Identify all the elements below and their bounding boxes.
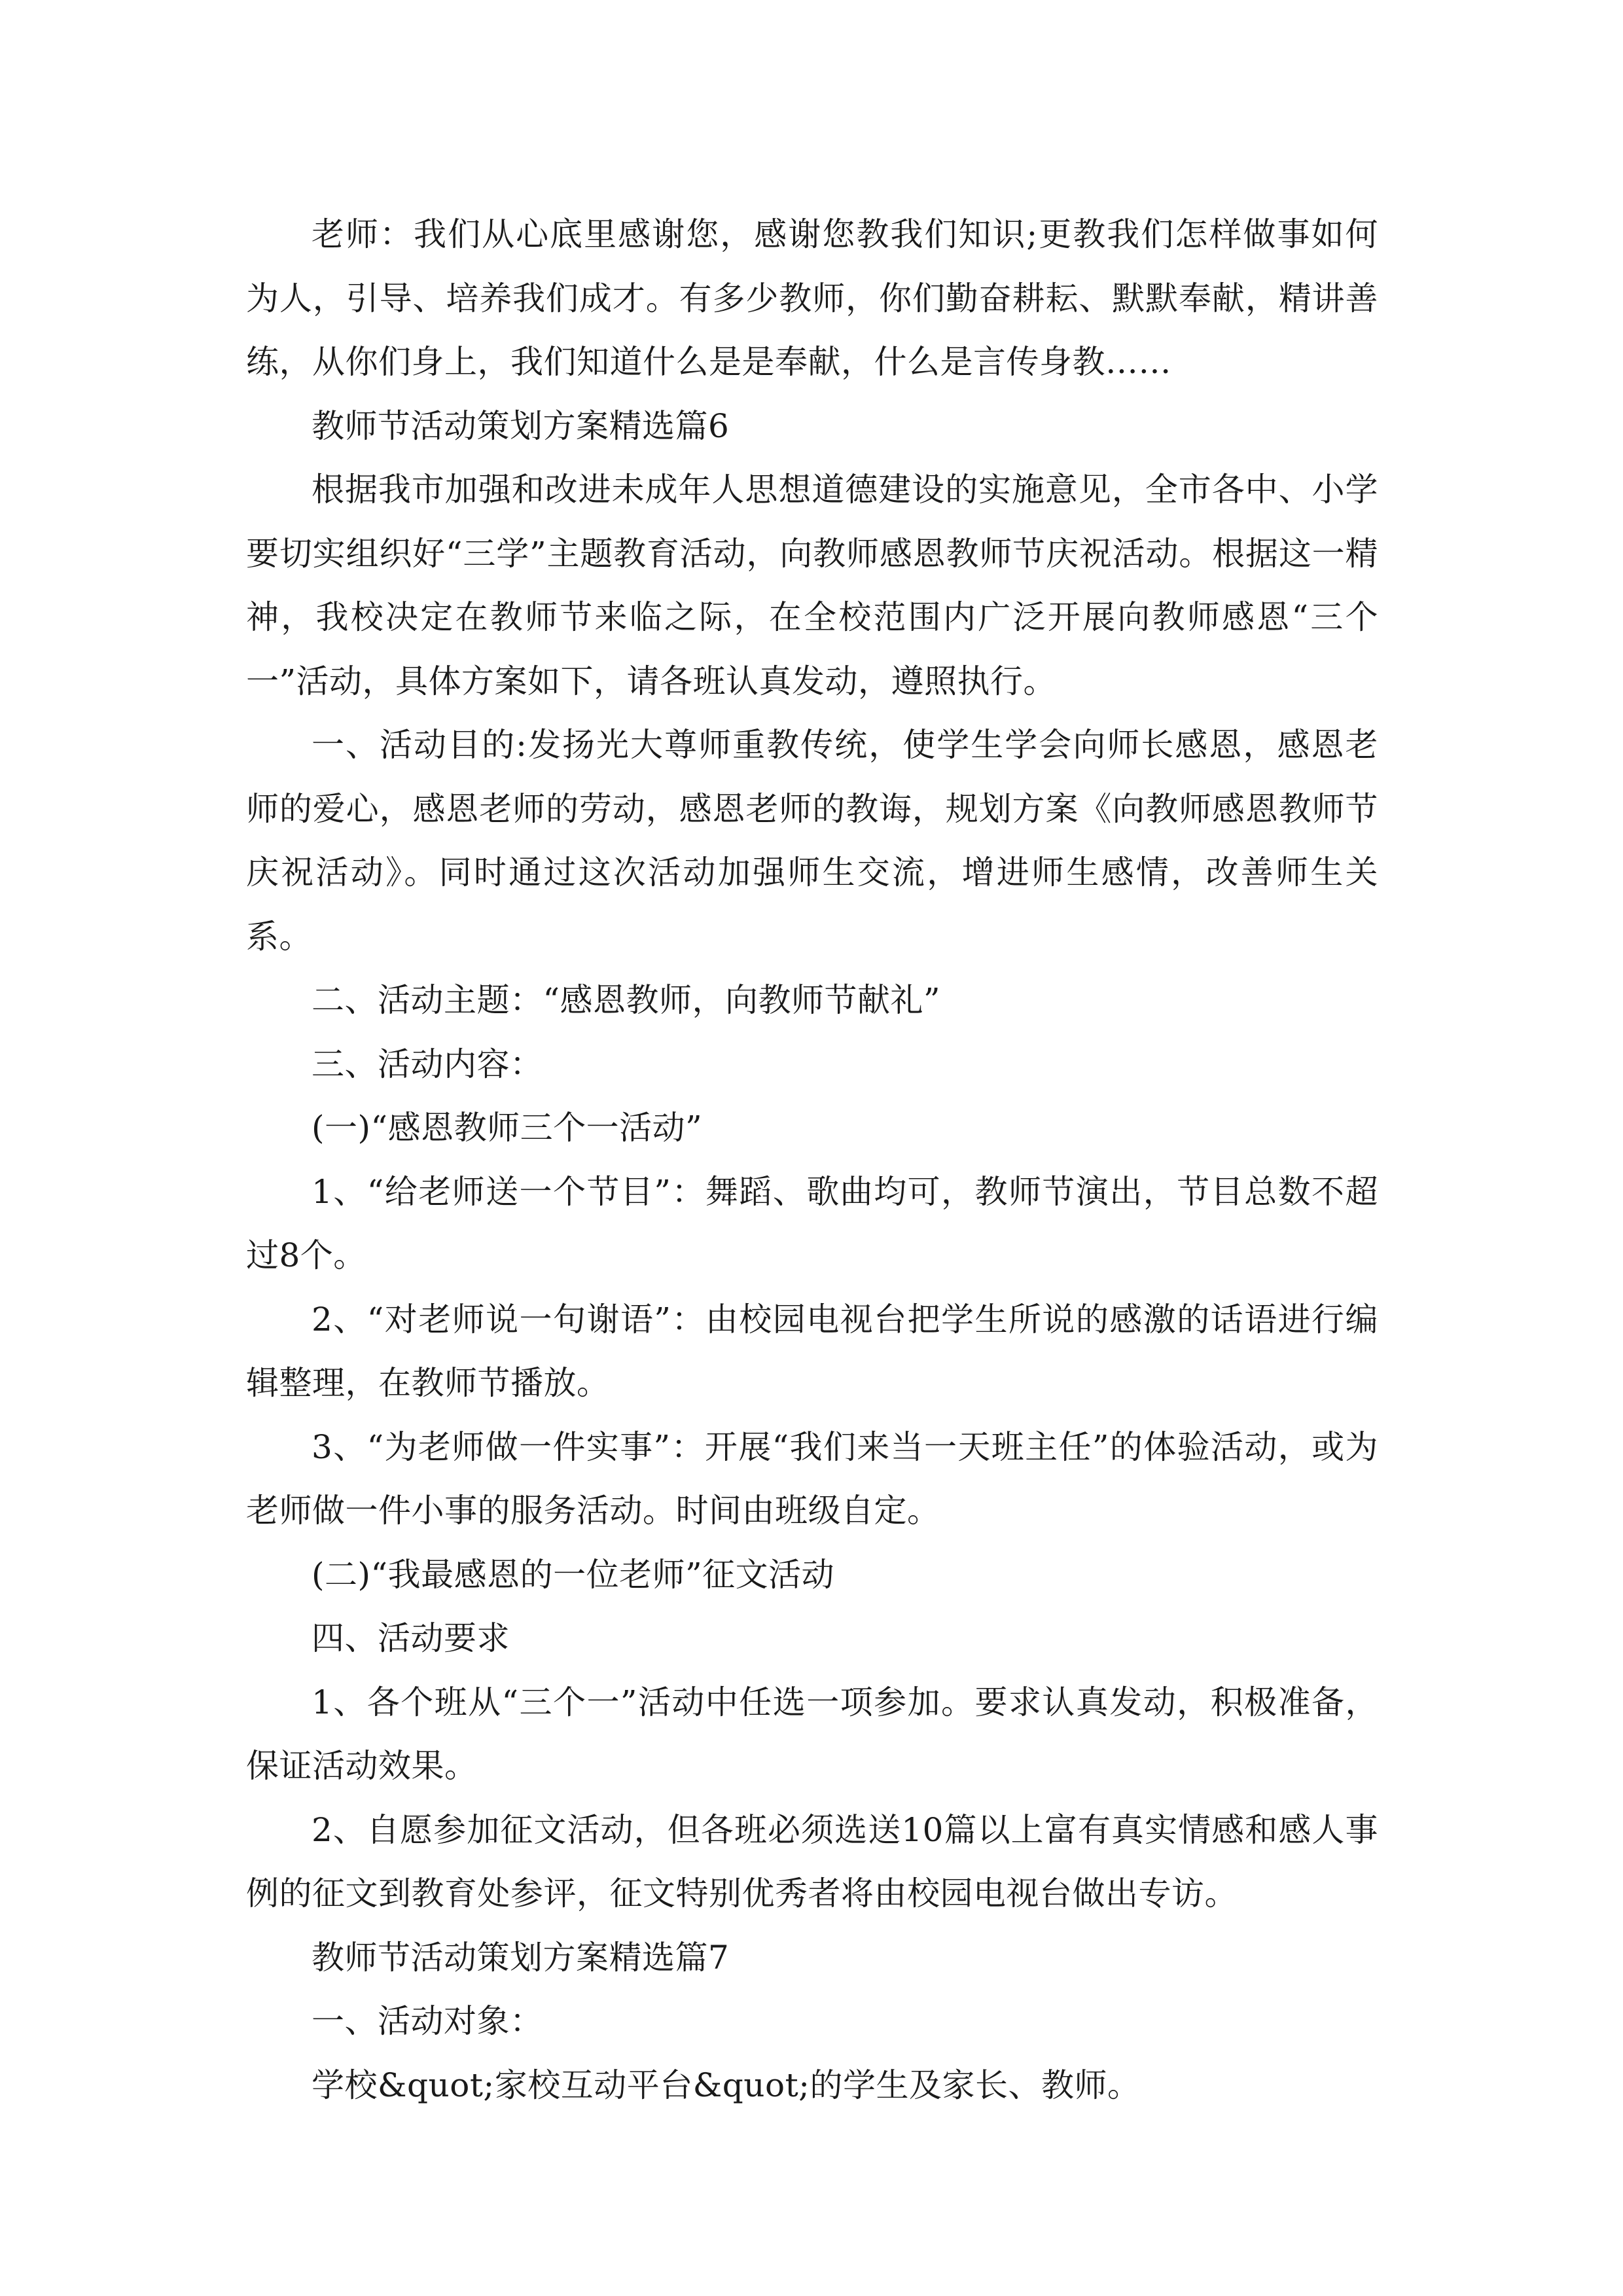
requirement-item-1: 1、各个班从“三个一”活动中任选一项参加。要求认真发动，积极准备，保证活动效果。	[246, 1683, 1378, 1785]
section-heading-7: 教师节活动策划方案精选篇7	[312, 1938, 730, 1977]
paragraph-theme: 二、活动主题：“感恩教师，向教师节献礼”	[312, 981, 941, 1019]
section-heading-6: 教师节活动策划方案精选篇6	[312, 406, 730, 445]
requirement-item-2: 2、自愿参加征文活动，但各班必须选送10篇以上富有真实情感和感人事例的征文到教育处参评，征文特别优秀者将由校园电视台做出专访。	[246, 1810, 1378, 1912]
paragraph-target-heading: 一、活动对象：	[312, 2002, 543, 2040]
paragraph-target: 学校&quot;家校互动平台&quot;的学生及家长、教师。	[312, 2066, 1141, 2104]
list-item-2: 2、“对老师说一句谢语”：由校园电视台把学生所说的感激的话语进行编辑整理，在教师节播放。	[246, 1300, 1378, 1402]
list-item-3: 3、“为老师做一件实事”：开展“我们来当一天班主任”的体验活动，或为老师做一件小事的服务活动。时间由班级自定。	[246, 1427, 1378, 1530]
paragraph-purpose: 一、活动目的:发扬光大尊师重教传统，使学生学会向师长感恩，感恩老师的爱心，感恩老师的劳动，感恩老师的教诲，规划方案《向教师感恩教师节庆祝活动》。同时通过这次活动加强师生交流，增进师生感情，改善师生关系。	[246, 726, 1378, 956]
paragraph-subheading-1: (一)“感恩教师三个一活动”	[312, 1109, 703, 1147]
paragraph-content-heading: 三、活动内容：	[312, 1045, 543, 1083]
paragraph-intro: 根据我市加强和改进未成年人思想道德建设的实施意见，全市各中、小学要切实组织好“三学”主题教育活动，向教师感恩教师节庆祝活动。根据这一精神，我校决定在教师节来临之际，在全校范围内广泛开展向教师感恩“三个一”活动，具体方案如下，请各班认真发动，遵照执行。	[246, 471, 1378, 700]
paragraph-subheading-2: (二)“我最感恩的一位老师”征文活动	[312, 1555, 835, 1594]
paragraph-thanks-teacher: 老师：我们从心底里感谢您，感谢您教我们知识;更教我们怎样做事如何为人，引导、培养我们成才。有多少教师，你们勤奋耕耘、默默奉献，精讲善练，从你们身上，我们知道什么是是奉献，什么是言传身教……	[246, 215, 1378, 381]
document-body	[246, 203, 1378, 2117]
list-item-1: 1、“给老师送一个节目”：舞蹈、歌曲均可，教师节演出，节目总数不超过8个。	[246, 1172, 1378, 1274]
paragraph-requirements-heading: 四、活动要求	[312, 1619, 510, 1657]
